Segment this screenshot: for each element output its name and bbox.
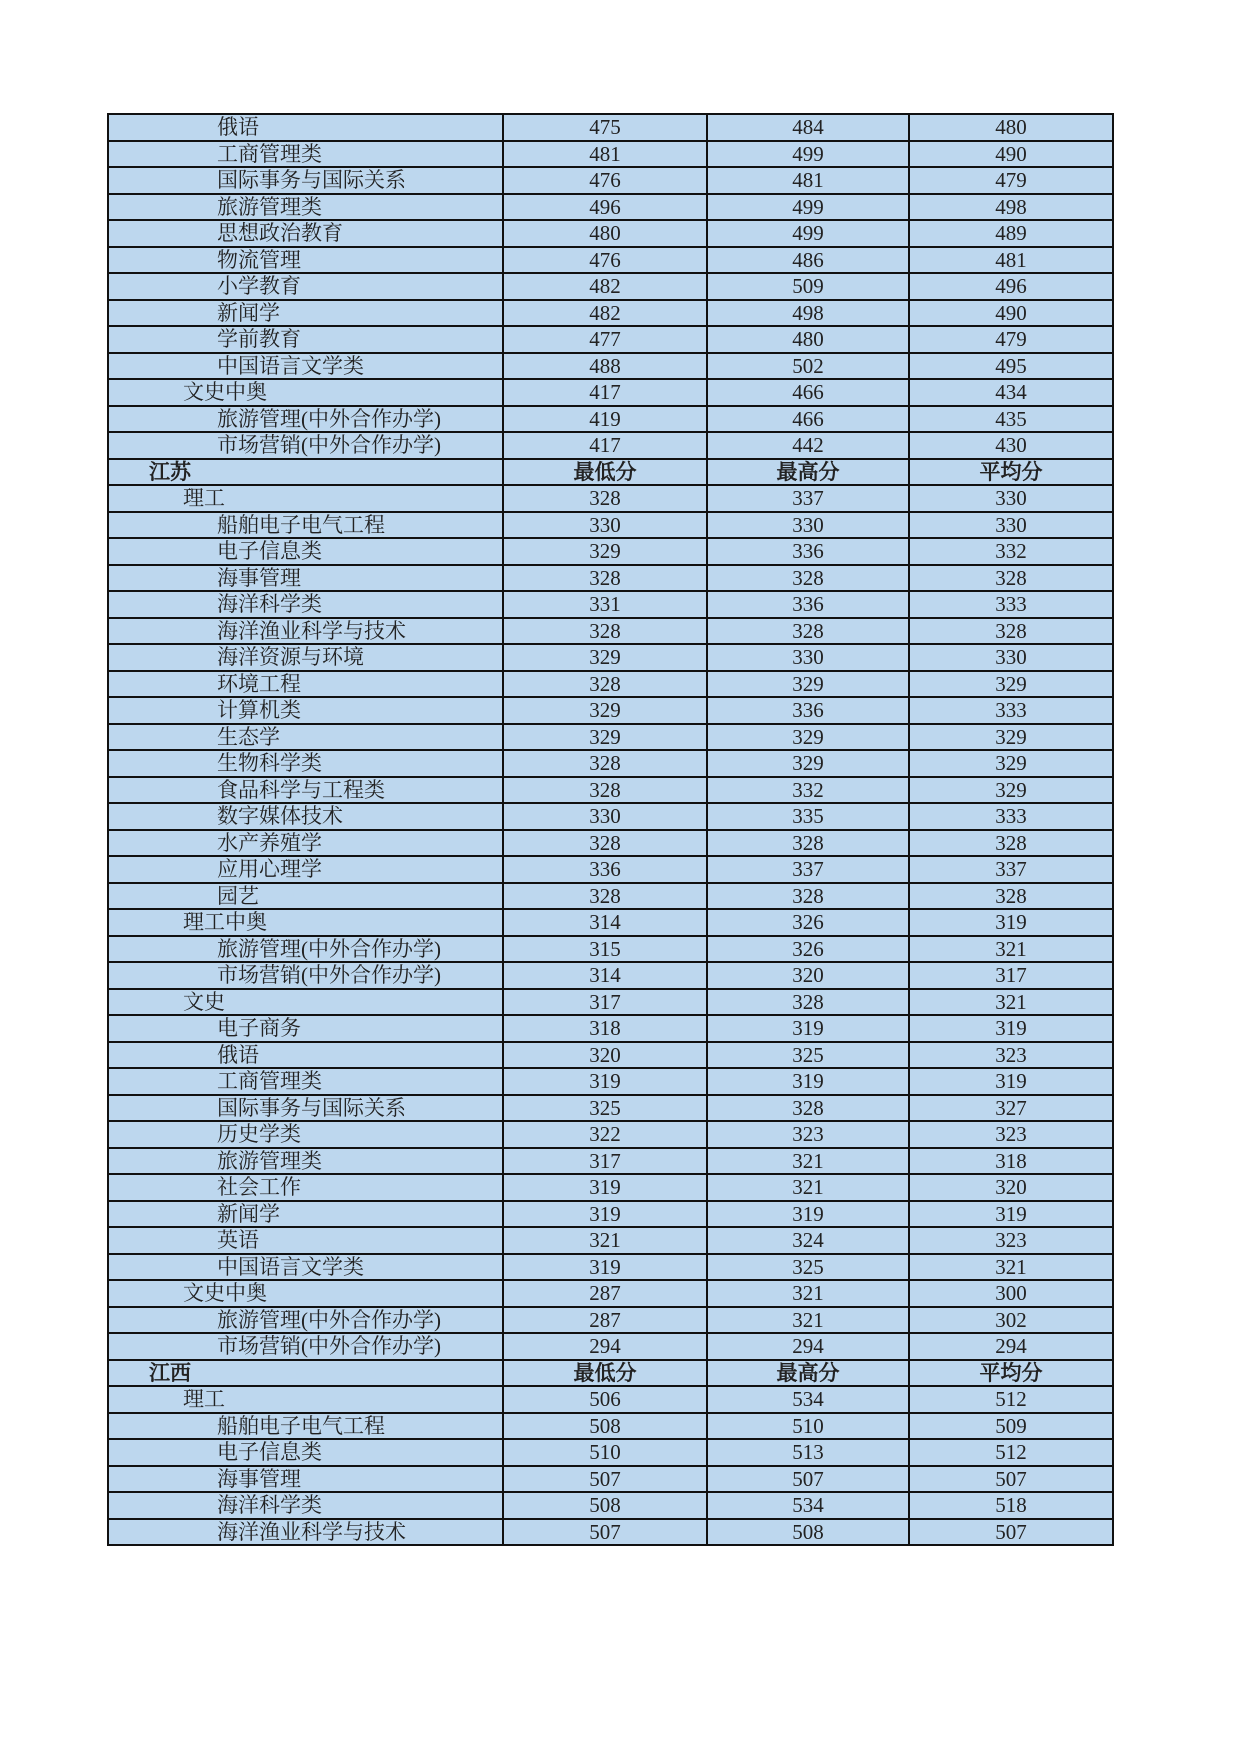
major-row	[108, 1121, 1113, 1148]
avg-score-cell: 317	[909, 962, 1113, 989]
min-score-cell: 325	[503, 1095, 707, 1122]
min-score-cell: 287	[503, 1280, 707, 1307]
min-score-cell: 328	[503, 777, 707, 804]
major-row	[108, 1439, 1113, 1466]
name-cell: 理工	[108, 1386, 503, 1413]
min-score-cell: 476	[503, 247, 707, 274]
category-row	[108, 1280, 1113, 1307]
province-header-row	[108, 459, 1113, 486]
max-score-cell: 329	[707, 724, 909, 751]
avg-score-cell: 330	[909, 644, 1113, 671]
avg-score-cell: 479	[909, 326, 1113, 353]
avg-score-cell: 329	[909, 671, 1113, 698]
major-row	[108, 644, 1113, 671]
avg-score-cell: 329	[909, 750, 1113, 777]
max-score-cell: 321	[707, 1174, 909, 1201]
min-score-cell: 328	[503, 671, 707, 698]
score-table-body	[108, 114, 1113, 1545]
name-cell: 江西	[108, 1360, 503, 1387]
max-score-cell: 335	[707, 803, 909, 830]
min-score-cell: 496	[503, 194, 707, 221]
min-score-cell: 329	[503, 644, 707, 671]
category-row	[108, 485, 1113, 512]
avg-score-cell: 328	[909, 618, 1113, 645]
name-cell: 海洋渔业科学与技术	[108, 618, 503, 645]
avg-score-cell: 318	[909, 1148, 1113, 1175]
province-header-row	[108, 1360, 1113, 1387]
avg-score-cell: 490	[909, 300, 1113, 327]
major-row	[108, 936, 1113, 963]
major-row	[108, 1519, 1113, 1546]
name-cell: 新闻学	[108, 1201, 503, 1228]
max-score-cell: 336	[707, 591, 909, 618]
major-row	[108, 273, 1113, 300]
max-score-cell: 507	[707, 1466, 909, 1493]
major-row	[108, 671, 1113, 698]
min-score-cell: 319	[503, 1254, 707, 1281]
min-score-cell: 507	[503, 1466, 707, 1493]
min-score-cell: 482	[503, 273, 707, 300]
avg-score-cell: 337	[909, 856, 1113, 883]
max-score-cell: 328	[707, 830, 909, 857]
max-score-cell: 509	[707, 273, 909, 300]
major-row	[108, 1466, 1113, 1493]
avg-score-cell: 327	[909, 1095, 1113, 1122]
min-score-cell: 510	[503, 1439, 707, 1466]
avg-score-cell: 333	[909, 803, 1113, 830]
major-row	[108, 1148, 1113, 1175]
avg-score-cell: 495	[909, 353, 1113, 380]
major-row	[108, 1307, 1113, 1334]
major-row	[108, 724, 1113, 751]
min-score-cell: 330	[503, 803, 707, 830]
major-row	[108, 220, 1113, 247]
major-row	[108, 141, 1113, 168]
name-cell: 数字媒体技术	[108, 803, 503, 830]
major-row	[108, 1254, 1113, 1281]
min-score-cell: 317	[503, 989, 707, 1016]
avg-score-cell: 509	[909, 1413, 1113, 1440]
avg-score-cell: 321	[909, 936, 1113, 963]
avg-score-cell: 328	[909, 565, 1113, 592]
max-score-cell: 499	[707, 141, 909, 168]
min-score-cell: 314	[503, 909, 707, 936]
avg-score-cell: 481	[909, 247, 1113, 274]
name-cell: 文史	[108, 989, 503, 1016]
max-score-cell: 328	[707, 1095, 909, 1122]
avg-score-cell: 平均分	[909, 1360, 1113, 1387]
name-cell: 食品科学与工程类	[108, 777, 503, 804]
min-score-cell: 328	[503, 565, 707, 592]
name-cell: 思想政治教育	[108, 220, 503, 247]
max-score-cell: 466	[707, 379, 909, 406]
min-score-cell: 419	[503, 406, 707, 433]
major-row	[108, 697, 1113, 724]
min-score-cell: 328	[503, 883, 707, 910]
avg-score-cell: 330	[909, 512, 1113, 539]
category-row	[108, 1386, 1113, 1413]
avg-score-cell: 323	[909, 1121, 1113, 1148]
avg-score-cell: 333	[909, 697, 1113, 724]
avg-score-cell: 333	[909, 591, 1113, 618]
min-score-cell: 508	[503, 1413, 707, 1440]
max-score-cell: 294	[707, 1333, 909, 1360]
name-cell: 水产养殖学	[108, 830, 503, 857]
max-score-cell: 319	[707, 1015, 909, 1042]
name-cell: 历史学类	[108, 1121, 503, 1148]
avg-score-cell: 330	[909, 485, 1113, 512]
name-cell: 海洋渔业科学与技术	[108, 1519, 503, 1546]
major-row	[108, 432, 1113, 459]
name-cell: 理工	[108, 485, 503, 512]
name-cell: 理工中奥	[108, 909, 503, 936]
max-score-cell: 508	[707, 1519, 909, 1546]
name-cell: 生物科学类	[108, 750, 503, 777]
name-cell: 江苏	[108, 459, 503, 486]
major-row	[108, 167, 1113, 194]
name-cell: 旅游管理(中外合作办学)	[108, 406, 503, 433]
name-cell: 新闻学	[108, 300, 503, 327]
max-score-cell: 328	[707, 883, 909, 910]
max-score-cell: 325	[707, 1254, 909, 1281]
min-score-cell: 481	[503, 141, 707, 168]
avg-score-cell: 480	[909, 114, 1113, 141]
max-score-cell: 499	[707, 220, 909, 247]
max-score-cell: 323	[707, 1121, 909, 1148]
max-score-cell: 332	[707, 777, 909, 804]
name-cell: 海洋科学类	[108, 1492, 503, 1519]
min-score-cell: 329	[503, 538, 707, 565]
max-score-cell: 最高分	[707, 459, 909, 486]
avg-score-cell: 328	[909, 830, 1113, 857]
major-row	[108, 1095, 1113, 1122]
name-cell: 旅游管理类	[108, 1148, 503, 1175]
avg-score-cell: 319	[909, 909, 1113, 936]
min-score-cell: 318	[503, 1015, 707, 1042]
avg-score-cell: 300	[909, 1280, 1113, 1307]
max-score-cell: 325	[707, 1042, 909, 1069]
avg-score-cell: 319	[909, 1015, 1113, 1042]
major-row	[108, 247, 1113, 274]
max-score-cell: 330	[707, 512, 909, 539]
name-cell: 海洋资源与环境	[108, 644, 503, 671]
name-cell: 计算机类	[108, 697, 503, 724]
score-table	[107, 113, 1114, 1546]
max-score-cell: 321	[707, 1280, 909, 1307]
min-score-cell: 507	[503, 1519, 707, 1546]
name-cell: 海洋科学类	[108, 591, 503, 618]
min-score-cell: 317	[503, 1148, 707, 1175]
avg-score-cell: 498	[909, 194, 1113, 221]
max-score-cell: 326	[707, 936, 909, 963]
min-score-cell: 315	[503, 936, 707, 963]
min-score-cell: 322	[503, 1121, 707, 1148]
major-row	[108, 750, 1113, 777]
min-score-cell: 320	[503, 1042, 707, 1069]
major-row	[108, 1042, 1113, 1069]
avg-score-cell: 294	[909, 1333, 1113, 1360]
name-cell: 小学教育	[108, 273, 503, 300]
avg-score-cell: 496	[909, 273, 1113, 300]
avg-score-cell: 320	[909, 1174, 1113, 1201]
major-row	[108, 194, 1113, 221]
avg-score-cell: 302	[909, 1307, 1113, 1334]
min-score-cell: 328	[503, 750, 707, 777]
max-score-cell: 328	[707, 565, 909, 592]
name-cell: 电子信息类	[108, 1439, 503, 1466]
avg-score-cell: 435	[909, 406, 1113, 433]
max-score-cell: 499	[707, 194, 909, 221]
min-score-cell: 331	[503, 591, 707, 618]
major-row	[108, 1227, 1113, 1254]
name-cell: 船舶电子电气工程	[108, 512, 503, 539]
max-score-cell: 337	[707, 856, 909, 883]
min-score-cell: 319	[503, 1068, 707, 1095]
major-row	[108, 962, 1113, 989]
major-row	[108, 300, 1113, 327]
max-score-cell: 最高分	[707, 1360, 909, 1387]
major-row	[108, 830, 1113, 857]
avg-score-cell: 321	[909, 989, 1113, 1016]
name-cell: 电子商务	[108, 1015, 503, 1042]
name-cell: 应用心理学	[108, 856, 503, 883]
name-cell: 文史中奥	[108, 379, 503, 406]
major-row	[108, 618, 1113, 645]
name-cell: 旅游管理(中外合作办学)	[108, 936, 503, 963]
min-score-cell: 336	[503, 856, 707, 883]
max-score-cell: 336	[707, 697, 909, 724]
major-row	[108, 883, 1113, 910]
max-score-cell: 513	[707, 1439, 909, 1466]
avg-score-cell: 平均分	[909, 459, 1113, 486]
min-score-cell: 319	[503, 1174, 707, 1201]
max-score-cell: 326	[707, 909, 909, 936]
max-score-cell: 321	[707, 1307, 909, 1334]
name-cell: 海事管理	[108, 1466, 503, 1493]
avg-score-cell: 319	[909, 1068, 1113, 1095]
min-score-cell: 最低分	[503, 459, 707, 486]
name-cell: 市场营销(中外合作办学)	[108, 432, 503, 459]
max-score-cell: 466	[707, 406, 909, 433]
name-cell: 工商管理类	[108, 1068, 503, 1095]
min-score-cell: 506	[503, 1386, 707, 1413]
max-score-cell: 502	[707, 353, 909, 380]
name-cell: 英语	[108, 1227, 503, 1254]
min-score-cell: 476	[503, 167, 707, 194]
avg-score-cell: 329	[909, 777, 1113, 804]
avg-score-cell: 479	[909, 167, 1113, 194]
category-row	[108, 989, 1113, 1016]
max-score-cell: 534	[707, 1492, 909, 1519]
max-score-cell: 442	[707, 432, 909, 459]
major-row	[108, 1413, 1113, 1440]
name-cell: 国际事务与国际关系	[108, 1095, 503, 1122]
max-score-cell: 337	[707, 485, 909, 512]
name-cell: 生态学	[108, 724, 503, 751]
major-row	[108, 538, 1113, 565]
avg-score-cell: 507	[909, 1519, 1113, 1546]
name-cell: 旅游管理(中外合作办学)	[108, 1307, 503, 1334]
min-score-cell: 294	[503, 1333, 707, 1360]
min-score-cell: 329	[503, 724, 707, 751]
avg-score-cell: 323	[909, 1042, 1113, 1069]
name-cell: 园艺	[108, 883, 503, 910]
major-row	[108, 591, 1113, 618]
name-cell: 中国语言文学类	[108, 353, 503, 380]
major-row	[108, 353, 1113, 380]
major-row	[108, 777, 1113, 804]
major-row	[108, 803, 1113, 830]
major-row	[108, 1492, 1113, 1519]
max-score-cell: 324	[707, 1227, 909, 1254]
avg-score-cell: 328	[909, 883, 1113, 910]
name-cell: 环境工程	[108, 671, 503, 698]
category-row	[108, 379, 1113, 406]
avg-score-cell: 507	[909, 1466, 1113, 1493]
avg-score-cell: 332	[909, 538, 1113, 565]
max-score-cell: 319	[707, 1068, 909, 1095]
min-score-cell: 475	[503, 114, 707, 141]
category-row	[108, 909, 1113, 936]
max-score-cell: 329	[707, 671, 909, 698]
min-score-cell: 477	[503, 326, 707, 353]
avg-score-cell: 329	[909, 724, 1113, 751]
max-score-cell: 320	[707, 962, 909, 989]
max-score-cell: 336	[707, 538, 909, 565]
name-cell: 国际事务与国际关系	[108, 167, 503, 194]
major-row	[108, 512, 1113, 539]
min-score-cell: 最低分	[503, 1360, 707, 1387]
name-cell: 工商管理类	[108, 141, 503, 168]
avg-score-cell: 518	[909, 1492, 1113, 1519]
avg-score-cell: 434	[909, 379, 1113, 406]
name-cell: 电子信息类	[108, 538, 503, 565]
min-score-cell: 319	[503, 1201, 707, 1228]
max-score-cell: 481	[707, 167, 909, 194]
min-score-cell: 328	[503, 830, 707, 857]
min-score-cell: 314	[503, 962, 707, 989]
name-cell: 船舶电子电气工程	[108, 1413, 503, 1440]
max-score-cell: 480	[707, 326, 909, 353]
min-score-cell: 480	[503, 220, 707, 247]
min-score-cell: 321	[503, 1227, 707, 1254]
major-row	[108, 406, 1113, 433]
max-score-cell: 534	[707, 1386, 909, 1413]
name-cell: 市场营销(中外合作办学)	[108, 1333, 503, 1360]
min-score-cell: 488	[503, 353, 707, 380]
avg-score-cell: 512	[909, 1439, 1113, 1466]
avg-score-cell: 490	[909, 141, 1113, 168]
name-cell: 市场营销(中外合作办学)	[108, 962, 503, 989]
major-row	[108, 1174, 1113, 1201]
avg-score-cell: 319	[909, 1201, 1113, 1228]
min-score-cell: 417	[503, 379, 707, 406]
max-score-cell: 321	[707, 1148, 909, 1175]
min-score-cell: 329	[503, 697, 707, 724]
min-score-cell: 508	[503, 1492, 707, 1519]
major-row	[108, 1068, 1113, 1095]
max-score-cell: 498	[707, 300, 909, 327]
name-cell: 文史中奥	[108, 1280, 503, 1307]
name-cell: 海事管理	[108, 565, 503, 592]
avg-score-cell: 430	[909, 432, 1113, 459]
max-score-cell: 319	[707, 1201, 909, 1228]
major-row	[108, 1201, 1113, 1228]
major-row	[108, 114, 1113, 141]
min-score-cell: 287	[503, 1307, 707, 1334]
major-row	[108, 1015, 1113, 1042]
name-cell: 社会工作	[108, 1174, 503, 1201]
max-score-cell: 486	[707, 247, 909, 274]
major-row	[108, 856, 1113, 883]
name-cell: 旅游管理类	[108, 194, 503, 221]
avg-score-cell: 323	[909, 1227, 1113, 1254]
name-cell: 物流管理	[108, 247, 503, 274]
max-score-cell: 330	[707, 644, 909, 671]
min-score-cell: 328	[503, 485, 707, 512]
name-cell: 俄语	[108, 1042, 503, 1069]
avg-score-cell: 489	[909, 220, 1113, 247]
avg-score-cell: 321	[909, 1254, 1113, 1281]
name-cell: 学前教育	[108, 326, 503, 353]
max-score-cell: 510	[707, 1413, 909, 1440]
min-score-cell: 417	[503, 432, 707, 459]
avg-score-cell: 512	[909, 1386, 1113, 1413]
max-score-cell: 328	[707, 618, 909, 645]
major-row	[108, 565, 1113, 592]
major-row	[108, 1333, 1113, 1360]
name-cell: 中国语言文学类	[108, 1254, 503, 1281]
major-row	[108, 326, 1113, 353]
name-cell: 俄语	[108, 114, 503, 141]
min-score-cell: 328	[503, 618, 707, 645]
max-score-cell: 329	[707, 750, 909, 777]
min-score-cell: 482	[503, 300, 707, 327]
min-score-cell: 330	[503, 512, 707, 539]
max-score-cell: 328	[707, 989, 909, 1016]
max-score-cell: 484	[707, 114, 909, 141]
